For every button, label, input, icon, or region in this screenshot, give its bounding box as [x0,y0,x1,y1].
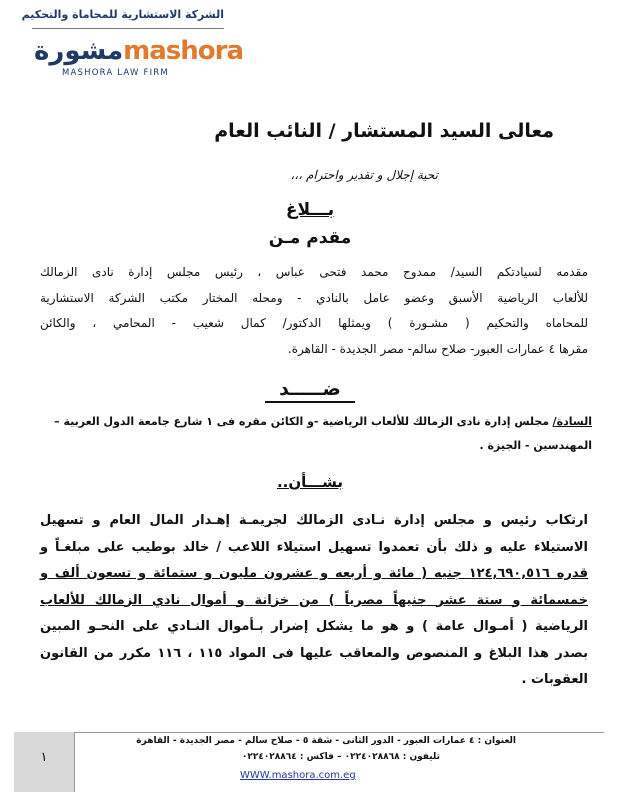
defendant-text: المهندسين - الجيزة . [479,439,592,452]
addressee-title: معالى السيد المستشار / النائب العام [214,120,554,142]
document-title-text: بـــلاغ [285,200,335,220]
greeting-line: تحية إجلال و تقدير واحترام ،،، [290,168,438,182]
defendant-label: السادة/ [552,415,592,428]
page-number: ١ [40,750,48,765]
document-subtitle: مقدم مـن [268,228,352,248]
logo-arabic-word: مشورة [34,36,124,66]
intro-line: مقرها ٤ عمارات العبور- صلاح سالم- مصر الجديدة - القاهرة. [287,341,588,356]
against-heading-text: ضـــــد [265,378,355,403]
page-footer [0,722,620,807]
logo-divider [32,28,224,29]
logo-wordmark [34,36,243,66]
firm-logo [21,6,244,80]
body-line: العقوبات . [521,672,588,687]
firm-name-english: MASHORA LAW FIRM [62,68,169,78]
body-line: قدره ١٢٤,٦٩٠,٥١٦ جنيه ( مائة و أربعه و عشرون مليون و ستمائة و تسعون ألف و [40,566,588,581]
page-number-box [14,732,75,792]
subject-heading [0,473,620,491]
against-heading [0,378,620,403]
intro-line: مقدمه لسيادتكم السيد/ ممدوح محمد فتحى عباس ، رئيس مجلس إدارة نادى الزمالك [40,265,588,279]
defendant-line [40,410,592,434]
body-line: الاستيلاء عليه و ذلك بأن تعمدوا تسهيل استيلاء اللاعب / خالد بوطيب على مبلغـاً و [40,539,588,555]
body-line: خمسمائة و ستة عشر جنيهاً مصرياً ) من خزانة و أموال نادي الزمالك للألعاب [40,592,588,608]
document-title [0,200,620,220]
complaint-body [40,508,588,694]
intro-line: للألعاب الرياضية الأسبق وعضو عامل بالنادي - ومحله المختار مكتب الشركة الاستشارية [40,290,588,305]
body-line: بصدر هذا البلاغ و المنصوص والمعاقب عليها فى المواد ١١٥ ، ١١٦ مكرر من القانون [40,645,588,661]
footer-address: العنوان : ٤ عمارات العبور - الدور الثانى - شقة ٥ - صلاح سالم - مصر الجديدة - القاهرة [136,736,516,746]
subject-heading-text: بشـــأن.. [276,473,344,491]
logo-latin-word: mashora [123,36,244,66]
website-link[interactable]: WWW.mashora.com.eg [240,770,356,781]
intro-line: للمحاماه والتحكيم ( مشـورة ) ويمثلها الدكتور/ كمال شعيب - المحامي ، والكائن [40,316,588,330]
defendant-text: مجلس إدارة نادى الزمالك للألعاب الرياضية -و الكائن مقره فى ١ شارع جامعة الدول العربية – [54,415,550,428]
footer-divider [74,732,604,733]
company-name-arabic: الشركة الاستشارية للمحاماة والتحكيم [21,8,224,21]
defendant-paragraph [40,410,592,458]
footer-phone: تليفون : ٠٢٢٤٠٢٨٨٦٨ – فاكس : ٠٢٢٤٠٢٨٨٦٤ [241,752,440,762]
body-line: ارتكاب رئيس و مجلس إدارة نـادى الزمالك لجريمـة إهـدار المال العام و تسهيل [40,513,588,528]
defendant-line [40,434,592,458]
intro-paragraph [40,260,588,362]
body-line: الرياضية ( أمـوال عامة ) و هو ما يشكل إضرار بـأموال النـادي على النحـو المبين [40,619,588,634]
